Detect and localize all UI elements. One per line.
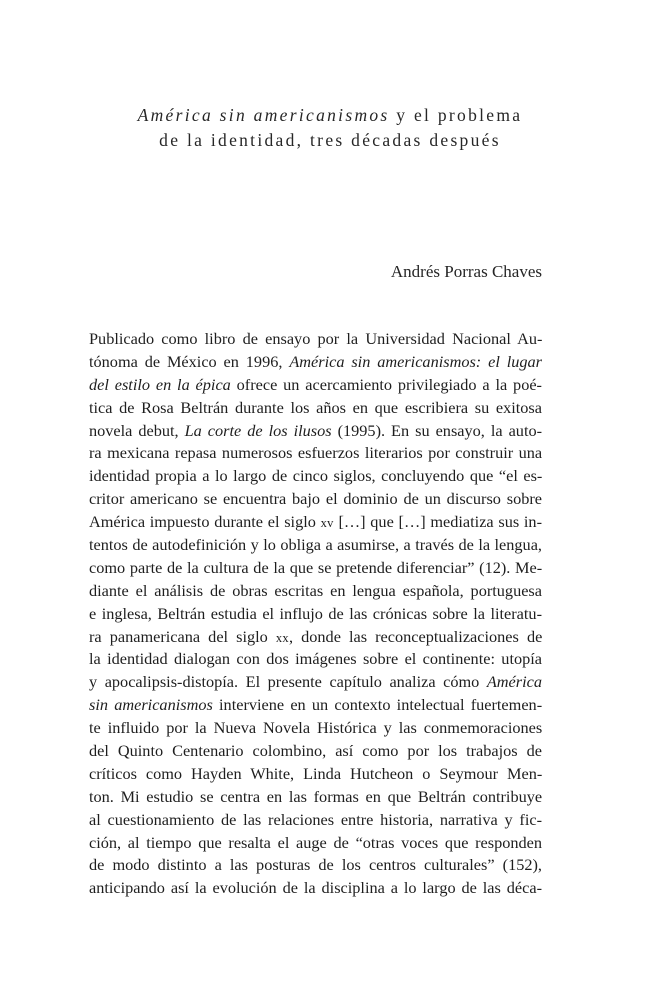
title-line-1-rest: y el problema — [389, 105, 523, 125]
body-line — [89, 626, 542, 649]
body-line — [89, 511, 542, 534]
body-line — [89, 374, 542, 397]
body-text-run: […] que […] mediatiza sus in- — [333, 512, 542, 532]
body-italic-run: América sin americanismos: el lugar — [289, 351, 542, 371]
body-paragraph — [89, 328, 542, 900]
body-line: ton. Mi estudio se centra en las formas en que Beltrán contribuye — [89, 786, 542, 806]
body-text-run: interviene en un contexto intelectual fuertemen- — [212, 695, 542, 715]
title-line-2: de la identidad, tres décadas después — [159, 130, 501, 150]
body-text-run: ra panamericana del siglo — [89, 626, 276, 646]
small-caps-century: xv — [320, 516, 334, 531]
body-line: la identidad dialogan con dos imágenes sobre el continente: utopía — [89, 649, 542, 669]
body-line: e inglesa, Beltrán estudia el influjo de las crónicas sobre la literatu- — [89, 603, 542, 623]
body-line: críticos como Hayden White, Linda Hutcheon o Seymour Men- — [89, 763, 542, 783]
title-book-italic: América sin americanismos — [137, 105, 390, 125]
body-line: identidad propia a lo largo de cinco siglos, concluyendo que “el es- — [89, 466, 542, 486]
body-line: del Quinto Centenario colombino, así como por los trabajos de — [89, 741, 542, 761]
body-text-run: tónoma de México en 1996, — [89, 351, 290, 371]
body-line: de modo distinto a las posturas de los centros culturales” (152), — [89, 855, 542, 875]
author-name: Andrés Porras Chaves — [390, 262, 542, 281]
body-line: critor americano se encuentra bajo el dominio de un discurso sobre — [89, 489, 542, 509]
small-caps-century: xx — [275, 630, 289, 645]
body-line: Publicado como libro de ensayo por la Universidad Nacional Au- — [89, 329, 542, 348]
body-text-run: novela debut, — [89, 420, 185, 440]
body-line: diante el análisis de obras escritas en lengua española, portuguesa — [89, 580, 542, 600]
body-text-run: , donde las reconceptualizaciones de — [288, 626, 542, 646]
body-line: anticipando así la evolución de la disciplina a lo largo de las déca- — [89, 878, 542, 898]
body-text-run: y apocalipsis-distopía. El presente capítulo analiza cómo — [89, 672, 487, 692]
body-italic-run: América — [486, 672, 542, 692]
body-text-run: ofrece un acercamiento privilegiado a la poé- — [230, 374, 542, 394]
body-line: ción, al tiempo que resalta el auge de “otras voces que responden — [89, 832, 542, 852]
body-line: tentos de autodefinición y lo obliga a asumirse, a través de la lengua, — [89, 535, 542, 555]
body-line — [89, 420, 542, 443]
body-line — [89, 694, 542, 717]
body-italic-run: La corte de los ilusos — [184, 420, 332, 440]
body-text-run: América impuesto durante el siglo — [89, 512, 321, 532]
body-line: tica de Rosa Beltrán durante los años en que escribiera su exitosa — [89, 397, 542, 417]
body-italic-run: sin americanismos — [89, 695, 213, 715]
body-text-run: (1995). En su ensayo, la auto- — [331, 420, 542, 440]
title-line-1 — [60, 103, 600, 128]
body-line — [89, 671, 542, 694]
chapter-title — [60, 103, 600, 153]
body-italic-run: del estilo en la épica — [89, 374, 231, 394]
body-line: como parte de la cultura de la que se pretende diferenciar” (12). Me- — [89, 557, 542, 577]
body-line — [89, 351, 542, 374]
body-line: al cuestionamiento de las relaciones entre historia, narrativa y fic- — [89, 809, 542, 829]
body-line: te influido por la Nueva Novela Histórica y las conmemoraciones — [89, 718, 542, 738]
body-line: ra mexicana repasa numerosos esfuerzos literarios por construir una — [89, 443, 542, 463]
